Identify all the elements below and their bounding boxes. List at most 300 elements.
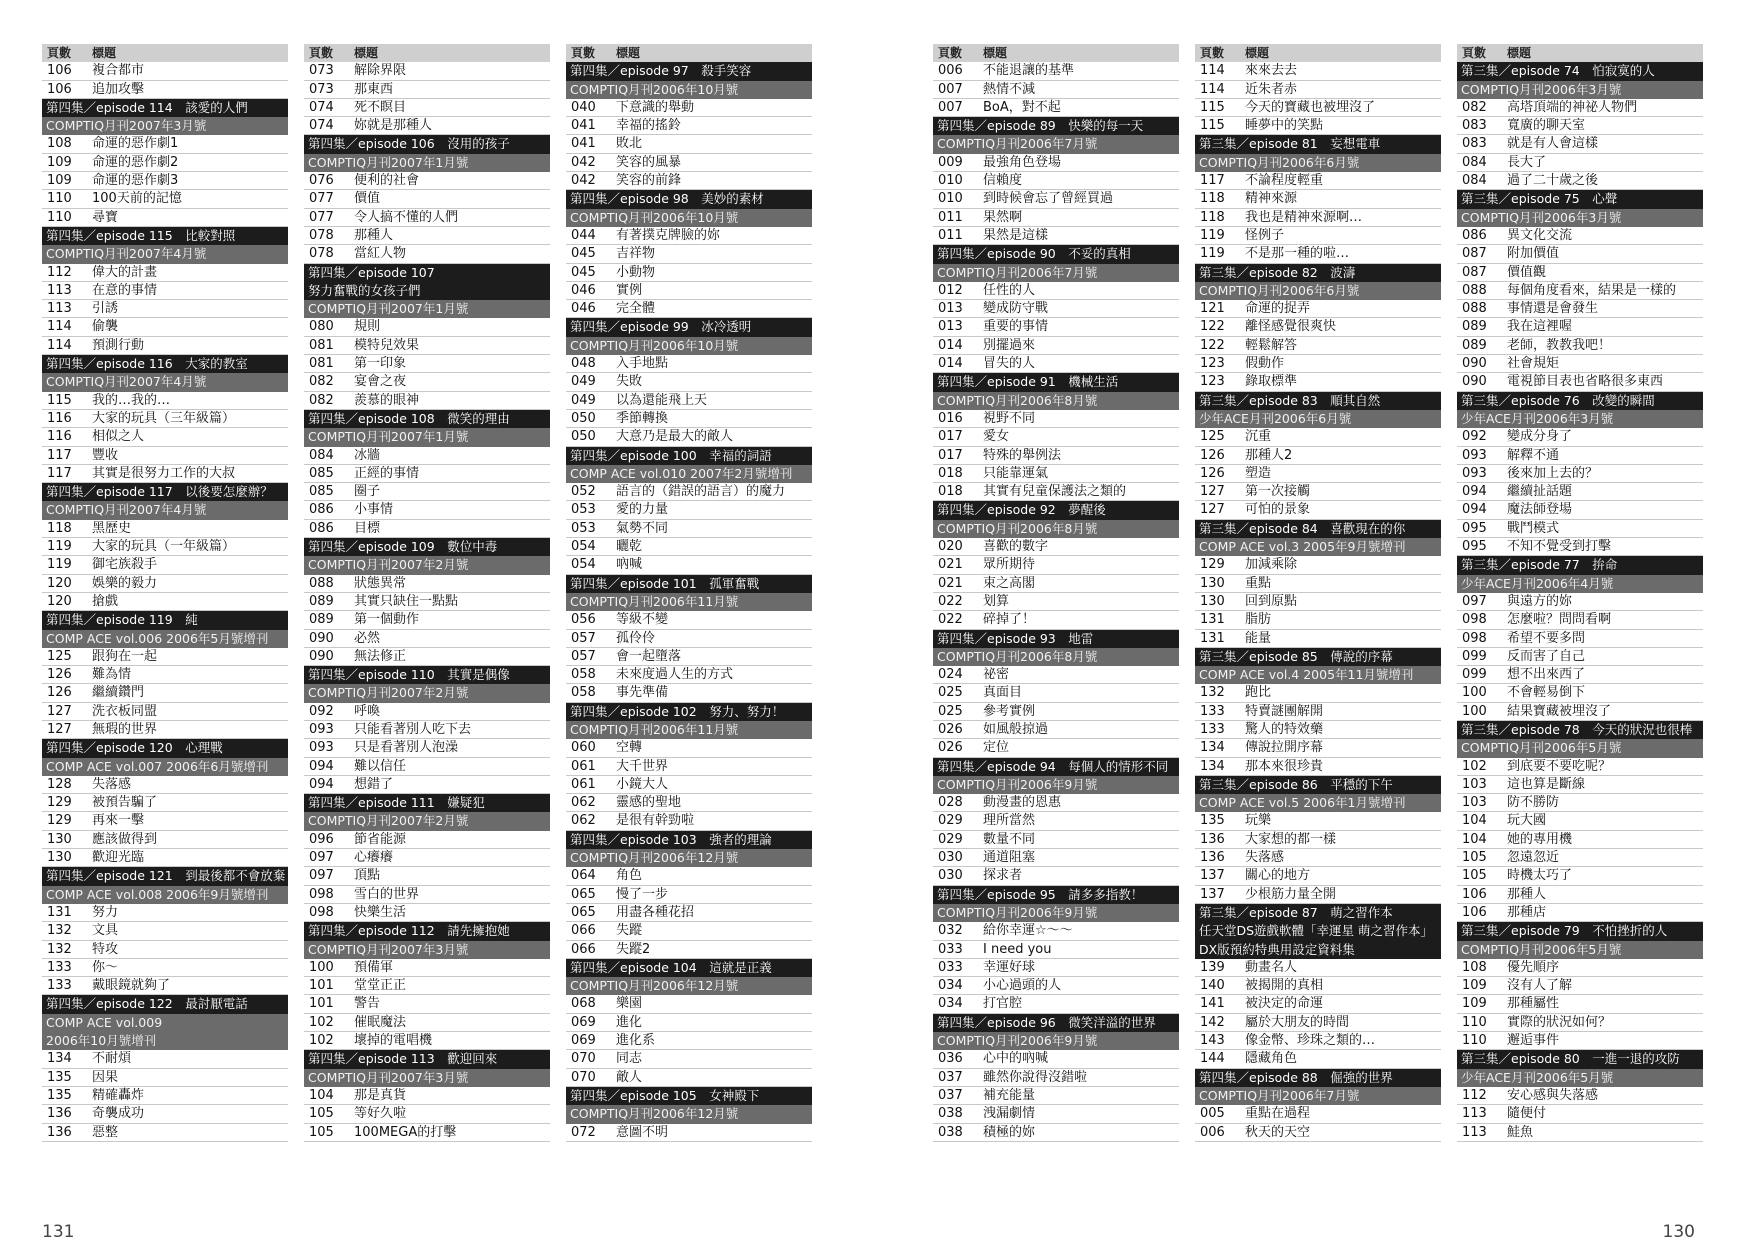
toc-entry	[304, 172, 550, 190]
toc-entry	[566, 99, 812, 117]
episode-heading: 第四集／episode 98 美妙的素材	[566, 190, 812, 208]
toc-entry	[933, 831, 1179, 849]
toc-entry	[42, 410, 288, 428]
entry-title: 是很有幹勁啦	[616, 813, 695, 829]
magazine-source: COMP ACE vol.4 2005年11月號增刊	[1195, 666, 1441, 684]
toc-entry	[1457, 245, 1703, 263]
entry-title: 電視節目表也省略很多東西	[1507, 374, 1664, 390]
toc-entry	[566, 812, 812, 830]
magazine-source: COMPTIQ月刊2006年10月號	[566, 337, 812, 355]
entry-page-number: 076	[309, 173, 334, 189]
toc-entry	[42, 776, 288, 794]
episode-heading: 第四集／episode 120 心理戰	[42, 739, 288, 757]
toc-entry	[1195, 684, 1441, 702]
toc-entry	[1457, 520, 1703, 538]
magazine-source: COMPTIQ月刊2006年12月號	[566, 1105, 812, 1123]
toc-entry	[42, 465, 288, 483]
toc-entry	[933, 465, 1179, 483]
entry-page-number: 072	[571, 1124, 596, 1140]
entry-title: 笑容的風暴	[616, 154, 682, 170]
entry-page-number: 054	[571, 539, 596, 555]
entry-title: 那種店	[1507, 904, 1547, 920]
entry-title: 豐收	[92, 447, 119, 463]
magazine-source: COMPTIQ月刊2006年7月號	[933, 264, 1179, 282]
magazine-source: 少年ACE月刊2006年3月號	[1457, 410, 1703, 428]
entry-page-number: 113	[1462, 1124, 1487, 1140]
entry-page-number: 105	[309, 1124, 334, 1140]
entry-title: 果然是這樣	[983, 227, 1049, 243]
entry-page-number: 113	[1462, 1106, 1487, 1122]
toc-entry	[933, 941, 1179, 959]
entry-page-number: 013	[938, 319, 963, 335]
entry-title: 如風般掠過	[983, 721, 1049, 737]
entry-page-number: 088	[1462, 282, 1487, 298]
magazine-source: COMPTIQ月刊2007年4月號	[42, 501, 288, 519]
entry-page-number: 096	[309, 831, 334, 847]
toc-entry	[566, 886, 812, 904]
entry-title: 搶戲	[92, 593, 119, 609]
entry-page-number: 135	[47, 1087, 72, 1103]
episode-heading: 第四集／episode 99 冰冷透明	[566, 318, 812, 336]
magazine-source: COMPTIQ月刊2007年2月號	[304, 556, 550, 574]
entry-page-number: 092	[1462, 429, 1487, 445]
entry-title: 小鏡大人	[616, 776, 669, 792]
episode-heading: 第四集／episode 115 比較對照	[42, 227, 288, 245]
entry-title: 會一起墮落	[616, 648, 682, 664]
toc-entry	[1195, 831, 1441, 849]
column-header	[1457, 44, 1703, 62]
entry-page-number: 115	[1200, 118, 1225, 134]
entry-page-number: 119	[1200, 227, 1225, 243]
toc-entry	[304, 483, 550, 501]
entry-page-number: 110	[1462, 1014, 1487, 1030]
entry-page-number: 089	[309, 612, 334, 628]
toc-entry	[1457, 1014, 1703, 1032]
entry-title: 命運的惡作劇1	[92, 136, 179, 152]
entry-page-number: 134	[1200, 758, 1225, 774]
entry-title: 心中的吶喊	[983, 1051, 1049, 1067]
entry-page-number: 097	[1462, 593, 1487, 609]
entry-title: 小動物	[616, 264, 656, 280]
toc-entry	[566, 739, 812, 757]
entry-page-number: 131	[1200, 630, 1225, 646]
entry-page-number: 068	[571, 996, 596, 1012]
entry-title: 寬廣的聊天室	[1507, 118, 1586, 134]
toc-entry	[1457, 501, 1703, 519]
entry-page-number: 062	[571, 795, 596, 811]
toc-entry	[42, 794, 288, 812]
entry-page-number: 099	[1462, 648, 1487, 664]
toc-entry	[1195, 190, 1441, 208]
toc-entry	[304, 373, 550, 391]
entry-title: 不論程度輕重	[1245, 173, 1324, 189]
entry-page-number: 114	[47, 319, 72, 335]
toc-entry	[42, 977, 288, 995]
toc-entry	[42, 190, 288, 208]
toc-entry	[566, 154, 812, 172]
toc-entry	[42, 300, 288, 318]
toc-entry	[304, 831, 550, 849]
entry-title: 其實只缺住一點點	[354, 593, 459, 609]
entry-title: 忽遠忽近	[1507, 850, 1560, 866]
episode-heading: 第四集／episode 112 請先擁抱她	[304, 922, 550, 940]
entry-page-number: 122	[1200, 337, 1225, 353]
entry-title: 語言的（錯誤的語言）的魔力	[616, 484, 786, 500]
entry-title: 失敗	[616, 374, 643, 390]
toc-entry	[1195, 867, 1441, 885]
toc-entry	[304, 1014, 550, 1032]
header-page-label: 頁數	[1200, 46, 1225, 60]
toc-entry	[42, 282, 288, 300]
toc-entry	[1195, 758, 1441, 776]
toc-entry	[1457, 904, 1703, 922]
episode-heading: 第四集／episode 108 微笑的理由	[304, 410, 550, 428]
entry-page-number: 106	[47, 81, 72, 97]
entry-title: 其實有兒童保護法之類的	[983, 484, 1127, 500]
toc-entry	[42, 812, 288, 830]
entry-page-number: 087	[1462, 246, 1487, 262]
entry-title: 吶喊	[616, 557, 643, 573]
entry-page-number: 012	[938, 282, 963, 298]
toc-entry	[42, 318, 288, 336]
magazine-source: COMPTIQ月刊2007年2月號	[304, 684, 550, 702]
toc-entry	[566, 867, 812, 885]
toc-entry	[1457, 959, 1703, 977]
magazine-source: COMPTIQ月刊2006年3月號	[1457, 81, 1703, 99]
entry-title: 相似之人	[92, 429, 145, 445]
entry-page-number: 084	[309, 447, 334, 463]
entry-page-number: 140	[1200, 978, 1225, 994]
entry-title: 被決定的命運	[1245, 996, 1324, 1012]
toc-entry	[1195, 703, 1441, 721]
entry-title: 就是有人會這樣	[1507, 136, 1599, 152]
entry-page-number: 133	[47, 978, 72, 994]
toc-entry	[1457, 776, 1703, 794]
entry-title: 難以信任	[354, 758, 407, 774]
header-page-label: 頁數	[1462, 46, 1487, 60]
entry-title: 眾所期待	[983, 557, 1036, 573]
entry-title: 熱情不減	[983, 81, 1036, 97]
entry-page-number: 061	[571, 758, 596, 774]
toc-entry	[1195, 812, 1441, 830]
toc-entry	[304, 447, 550, 465]
entry-page-number: 077	[309, 191, 334, 207]
entry-page-number: 042	[571, 154, 596, 170]
entry-page-number: 105	[309, 1106, 334, 1122]
entry-page-number: 046	[571, 301, 596, 317]
toc-entry	[933, 556, 1179, 574]
entry-title: 到時候會忘了曾經買過	[983, 191, 1114, 207]
toc-entry	[933, 1050, 1179, 1068]
entry-title: 惡整	[92, 1124, 119, 1140]
entry-title: 宴會之夜	[354, 374, 407, 390]
entry-page-number: 070	[571, 1051, 596, 1067]
entry-title: 塑造	[1245, 465, 1272, 481]
entry-title: 以為還能飛上天	[616, 392, 708, 408]
entry-page-number: 103	[1462, 776, 1487, 792]
entry-title: 第一個動作	[354, 612, 420, 628]
entry-title: 那是真貨	[354, 1087, 407, 1103]
entry-page-number: 032	[938, 923, 963, 939]
entry-title: 複合都市	[92, 63, 145, 79]
toc-entry	[933, 575, 1179, 593]
toc-entry	[566, 245, 812, 263]
entry-page-number: 011	[938, 209, 963, 225]
entry-title: 防不勝防	[1507, 795, 1560, 811]
toc-entry	[1195, 1124, 1441, 1142]
entry-title: 睡夢中的笑點	[1245, 118, 1324, 134]
entry-title: 模特兒效果	[354, 337, 420, 353]
toc-entry	[1457, 282, 1703, 300]
entry-page-number: 093	[309, 740, 334, 756]
toc-entry	[1457, 154, 1703, 172]
entry-title: 繼續扯話題	[1507, 484, 1573, 500]
toc-entry	[566, 556, 812, 574]
entry-page-number: 132	[47, 923, 72, 939]
toc-entry	[933, 867, 1179, 885]
toc-entry	[1195, 886, 1441, 904]
entry-page-number: 065	[571, 904, 596, 920]
entry-title: 碎掉了！	[983, 612, 1036, 628]
toc-entry	[304, 117, 550, 135]
entry-title: 精神來源	[1245, 191, 1298, 207]
episode-heading: 第四集／episode 119 純	[42, 611, 288, 629]
toc-entry	[1457, 849, 1703, 867]
toc-entry	[933, 922, 1179, 940]
toc-entry	[1195, 447, 1441, 465]
magazine-source: COMPTIQ月刊2006年12月號	[566, 977, 812, 995]
entry-title: 像金幣、珍珠之類的…	[1245, 1033, 1376, 1049]
toc-entry	[304, 776, 550, 794]
toc-entry	[1457, 135, 1703, 153]
entry-page-number: 100	[1462, 685, 1487, 701]
toc-entry	[1195, 959, 1441, 977]
toc-entry	[42, 703, 288, 721]
toc-entry	[1195, 300, 1441, 318]
entry-title: 玩樂	[1245, 813, 1272, 829]
entry-page-number: 117	[47, 465, 72, 481]
entry-page-number: 074	[309, 99, 334, 115]
entry-page-number: 094	[1462, 484, 1487, 500]
toc-entry	[304, 849, 550, 867]
entry-page-number: 062	[571, 813, 596, 829]
entry-title: 實際的狀況如何？	[1507, 1014, 1612, 1030]
entry-page-number: 136	[1200, 850, 1225, 866]
entry-page-number: 118	[1200, 191, 1225, 207]
toc-entry	[42, 1087, 288, 1105]
episode-heading: 第四集／episode 101 孤軍奮戰	[566, 575, 812, 593]
toc-entry	[42, 1105, 288, 1123]
entry-page-number: 136	[1200, 831, 1225, 847]
toc-entry	[566, 392, 812, 410]
entry-page-number: 116	[47, 429, 72, 445]
entry-title: 正經的事情	[354, 465, 420, 481]
entry-title: 當紅人物	[354, 246, 407, 262]
toc-entry	[42, 172, 288, 190]
entry-title: 不能退讓的基準	[983, 63, 1075, 79]
entry-title: 有著撲克牌臉的妳	[616, 227, 721, 243]
entry-page-number: 095	[1462, 539, 1487, 555]
header-page-label: 頁數	[938, 46, 963, 60]
entry-page-number: 098	[309, 904, 334, 920]
entry-page-number: 133	[47, 959, 72, 975]
toc-entry	[42, 62, 288, 80]
entry-page-number: 130	[1200, 593, 1225, 609]
toc-entry	[1457, 758, 1703, 776]
entry-page-number: 085	[309, 465, 334, 481]
entry-page-number: 082	[309, 392, 334, 408]
entry-page-number: 087	[1462, 264, 1487, 280]
entry-page-number: 033	[938, 941, 963, 957]
toc-entry	[304, 318, 550, 336]
toc-entry	[304, 81, 550, 99]
header-page-label: 頁數	[309, 46, 334, 60]
entry-page-number: 101	[309, 978, 334, 994]
entry-title: 反而害了自己	[1507, 648, 1586, 664]
toc-entry	[1457, 117, 1703, 135]
toc-entry	[1195, 428, 1441, 446]
toc-entry	[566, 264, 812, 282]
toc-entry	[42, 1050, 288, 1068]
entry-title: 偉大的計畫	[92, 264, 158, 280]
toc-entry	[1457, 1087, 1703, 1105]
entry-page-number: 105	[1462, 868, 1487, 884]
entry-title: 魔法師登場	[1507, 502, 1573, 518]
entry-page-number: 010	[938, 191, 963, 207]
magazine-source: 少年ACE月刊2006年4月號	[1457, 575, 1703, 593]
magazine-source: COMPTIQ月刊2006年9月號	[933, 776, 1179, 794]
toc-entry	[933, 318, 1179, 336]
toc-entry	[304, 245, 550, 263]
toc-entry	[1457, 300, 1703, 318]
toc-entry	[304, 1032, 550, 1050]
entry-title: 我的…我的…	[92, 392, 171, 408]
toc-entry	[566, 630, 812, 648]
toc-entry	[304, 758, 550, 776]
toc-entry	[1195, 630, 1441, 648]
entry-title: 娛樂的毅力	[92, 575, 158, 591]
toc-entry	[304, 227, 550, 245]
entry-title: 偷襲	[92, 319, 119, 335]
entry-page-number: 078	[309, 246, 334, 262]
entry-page-number: 086	[309, 520, 334, 536]
entry-page-number: 041	[571, 136, 596, 152]
entry-page-number: 136	[47, 1124, 72, 1140]
entry-page-number: 081	[309, 356, 334, 372]
entry-title: 妳就是那種人	[354, 118, 433, 134]
toc-entry	[1457, 611, 1703, 629]
entry-title: 御宅族殺手	[92, 557, 158, 573]
toc-entry	[1195, 995, 1441, 1013]
entry-title: 追加攻擊	[92, 81, 145, 97]
entry-page-number: 134	[47, 1051, 72, 1067]
toc-entry	[304, 520, 550, 538]
entry-title: 今天的寶藏也被埋沒了	[1245, 99, 1376, 115]
toc-entry	[933, 154, 1179, 172]
entry-page-number: 137	[1200, 868, 1225, 884]
toc-entry	[42, 959, 288, 977]
toc-entry	[1457, 977, 1703, 995]
toc-entry	[566, 410, 812, 428]
entry-page-number: 045	[571, 264, 596, 280]
entry-title: 老師，教教我吧！	[1507, 337, 1612, 353]
entry-title: 事情還是會發生	[1507, 301, 1599, 317]
entry-title: 給你幸運☆～～	[983, 923, 1073, 939]
toc-entry	[566, 117, 812, 135]
entry-title: 節省能源	[354, 831, 407, 847]
entry-page-number: 120	[47, 593, 72, 609]
column-header	[566, 44, 812, 62]
toc-entry	[1195, 593, 1441, 611]
entry-page-number: 084	[1462, 173, 1487, 189]
toc-entry	[304, 977, 550, 995]
toc-entry	[566, 666, 812, 684]
episode-heading: 第四集／episode 122 最討厭電話	[42, 995, 288, 1013]
entry-title: 積極的妳	[983, 1124, 1036, 1140]
entry-page-number: 073	[309, 81, 334, 97]
entry-page-number: 108	[47, 136, 72, 152]
episode-heading: 第三集／episode 80 一進一退的攻防	[1457, 1050, 1703, 1068]
entry-title: 大千世界	[616, 758, 669, 774]
entry-title: 第一次接觸	[1245, 484, 1311, 500]
entry-page-number: 127	[1200, 502, 1225, 518]
episode-heading: 第四集／episode 90 不妥的真相	[933, 245, 1179, 263]
episode-heading: 第四集／episode 88 倔強的世界	[1195, 1069, 1441, 1087]
magazine-source: COMPTIQ月刊2007年4月號	[42, 373, 288, 391]
toc-entry	[304, 1087, 550, 1105]
magazine-source: COMPTIQ月刊2007年1月號	[304, 428, 550, 446]
entry-title: 別擺過來	[983, 337, 1036, 353]
toc-entry	[1195, 117, 1441, 135]
entry-page-number: 098	[1462, 612, 1487, 628]
entry-title: 脂肪	[1245, 612, 1272, 628]
entry-title: 束之高閣	[983, 575, 1036, 591]
toc-entry	[1457, 995, 1703, 1013]
toc-entry	[42, 392, 288, 410]
entry-title: 怎麼啦？問問看啊	[1507, 612, 1612, 628]
entry-page-number: 050	[571, 429, 596, 445]
magazine-source: COMP ACE vol.3 2005年9月號增刊	[1195, 538, 1441, 556]
entry-title: 優先順序	[1507, 959, 1560, 975]
toc-entry	[933, 995, 1179, 1013]
column-header	[1195, 44, 1441, 62]
toc-entry	[933, 428, 1179, 446]
entry-page-number: 086	[1462, 227, 1487, 243]
entry-title: 變成分身了	[1507, 429, 1573, 445]
entry-page-number: 007	[938, 99, 963, 115]
entry-page-number: 135	[47, 1069, 72, 1085]
toc-entry	[566, 776, 812, 794]
toc-entry	[42, 1124, 288, 1142]
entry-page-number: 129	[47, 813, 72, 829]
entry-page-number: 070	[571, 1069, 596, 1085]
entry-page-number: 082	[1462, 99, 1487, 115]
toc-entry	[1195, 739, 1441, 757]
entry-page-number: 040	[571, 99, 596, 115]
entry-title: 愛女	[983, 429, 1010, 445]
entry-page-number: 100	[309, 959, 334, 975]
entry-title: 小事情	[354, 502, 394, 518]
entry-title: 來來去去	[1245, 63, 1298, 79]
entry-title: 假動作	[1245, 356, 1285, 372]
entry-title: 其實是很努力工作的大叔	[92, 465, 236, 481]
entry-title: 每個角度看來，結果是一樣的	[1507, 282, 1677, 298]
toc-entry	[566, 501, 812, 519]
entry-title: 死不瞑目	[354, 99, 407, 115]
entry-title: 慢了一步	[616, 886, 669, 902]
entry-page-number: 029	[938, 813, 963, 829]
toc-entry	[933, 1124, 1179, 1142]
